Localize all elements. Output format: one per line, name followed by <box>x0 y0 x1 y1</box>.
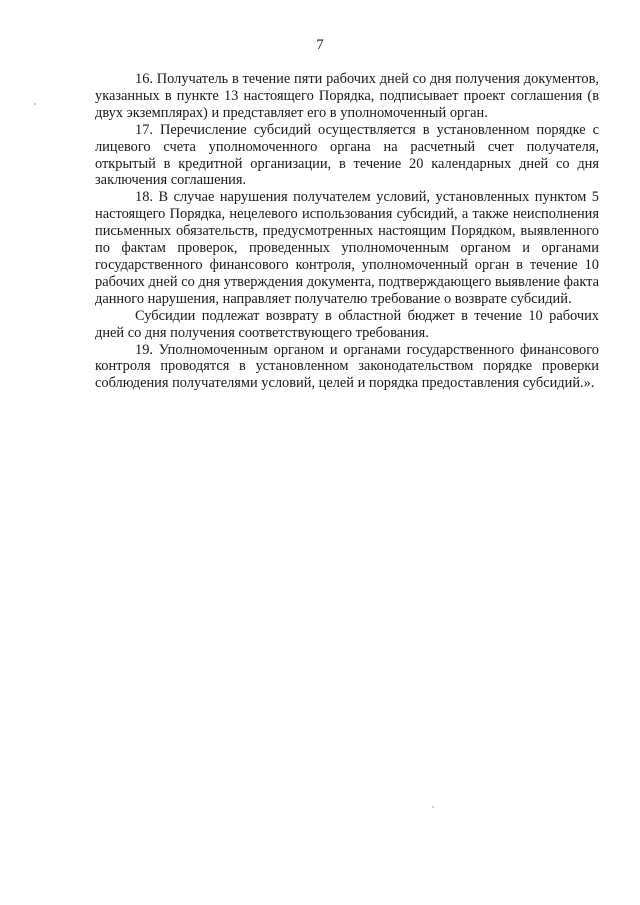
paragraph-19: 19. Уполномоченным органом и органами государственного финансового контроля проводятся в установленном законодательством порядке проверки соблюдения получателями условий, целей и порядка предоставления субсидий.». <box>95 341 599 392</box>
paragraph-17: 17. Перечисление субсидий осуществляется в установленном порядке с лицевого счета уполномоченного органа на расчетный счет получателя, открытый в кредитной организации, в течение 20 календарных дней со дня заключения соглашения. <box>95 121 599 189</box>
paragraph-16: 16. Получатель в течение пяти рабочих дней со дня получения документов, указанных в пункте 13 настоящего Порядка, подписывает проект соглашения (в двух экземплярах) и представляет его в уполномоченный орган. <box>95 71 599 121</box>
scan-dot-mark <box>34 103 36 105</box>
paragraph-18: 18. В случае нарушения получателем условий, установленных пунктом 5 настоящего Порядка, нецелевого использования субсидий, а также неисполнения письменных обязательств, предусмотренных настоящим Порядком, выявленного по фактам проверок, проведенных уполномоченным органом и органами государственного финансового контроля, уполномоченный орган в течение 10 рабочих дней со дня утверждения документа, подтверждающего выявление факта данного нарушения, направляет получателю требование о возврате субсидий. <box>95 189 599 307</box>
paragraph-18-return: Субсидии подлежат возврату в областной бюджет в течение 10 рабочих дней со дня получения соответствующего требования. <box>95 307 599 341</box>
document-body <box>95 71 599 392</box>
scan-dot-mark <box>432 806 434 808</box>
page-number: 7 <box>316 37 324 53</box>
